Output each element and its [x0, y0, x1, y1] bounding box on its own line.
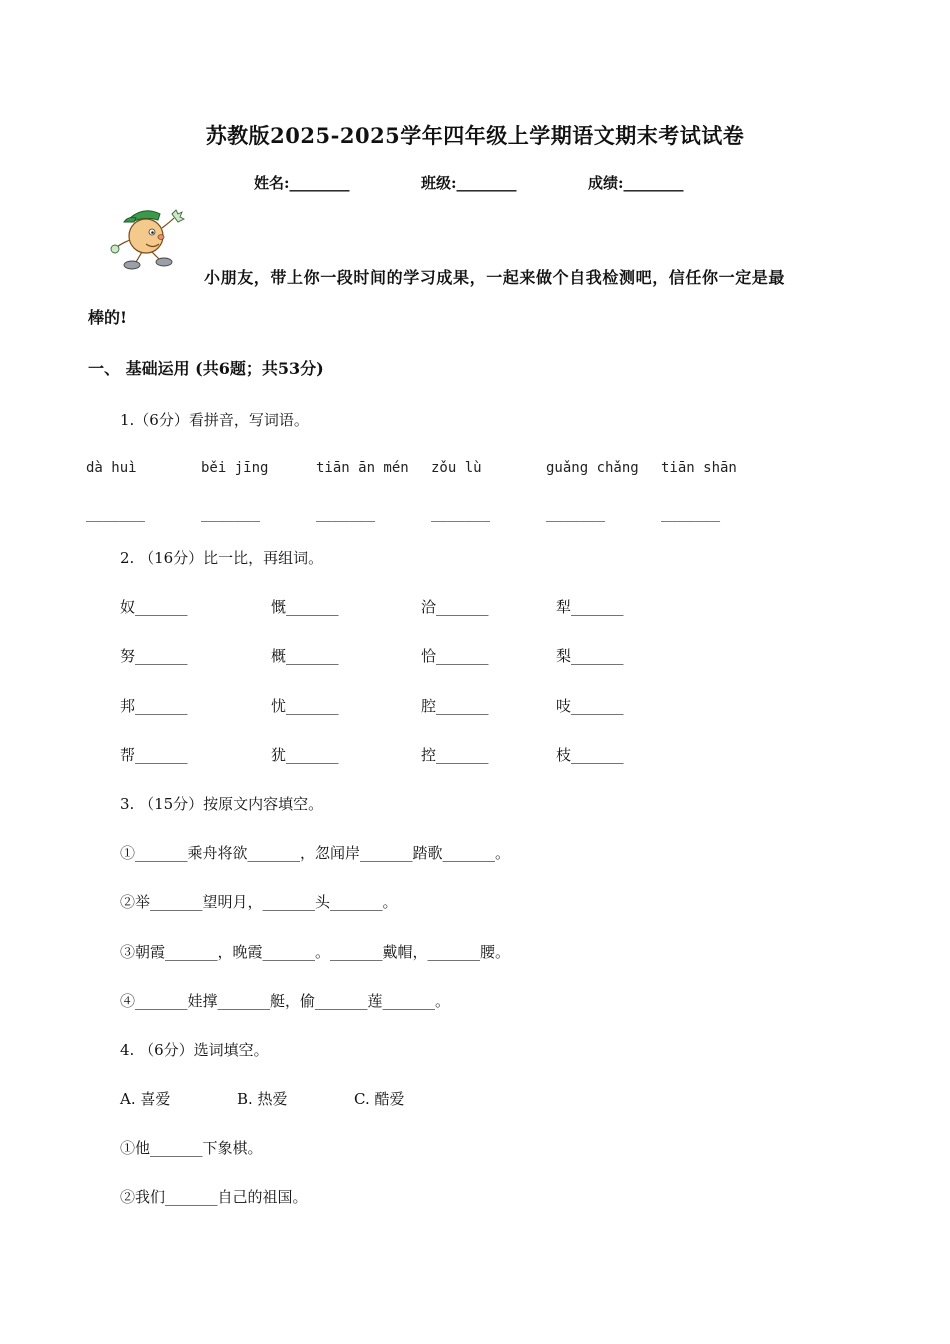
answer-blank: _______ — [431, 506, 491, 522]
pinyin-item: dà huì — [86, 460, 137, 476]
option-item: B. 热爱 — [237, 1090, 288, 1108]
question-2-prompt: 2. （16分）比一比，再组词。 — [120, 549, 324, 567]
fill-line: ①_______乘舟将欲_______，忽闻岸_______踏歌_______。 — [120, 844, 511, 862]
compare-item: 奴_______ — [120, 598, 188, 616]
fill-line: ③朝霞_______，晚霞_______。_______戴帽，_______腰。 — [120, 943, 511, 961]
pinyin-item: zǒu lù — [431, 460, 482, 476]
pinyin-item: tiān shān — [661, 460, 737, 476]
compare-item: 枝_______ — [556, 746, 624, 764]
cartoon-mascot-icon — [106, 204, 186, 272]
page-title: 苏教版2025-2025学年四年级上学期语文期末考试试卷 — [205, 123, 745, 148]
option-item: A. 喜爱 — [120, 1090, 171, 1108]
compare-item: 控_______ — [421, 746, 489, 764]
question-3-prompt: 3. （15分）按原文内容填空。 — [120, 795, 324, 813]
compare-item: 努_______ — [120, 647, 188, 665]
class-field: 班级:________ — [421, 174, 517, 192]
fill-line: ④_______娃撑_______艇，偷_______莲_______。 — [120, 992, 451, 1010]
pinyin-item: guǎng chǎng — [546, 460, 639, 476]
intro-text-line-1: 小朋友，带上你一段时间的学习成果，一起来做个自我检测吧，信任你一定是最 — [204, 268, 786, 287]
option-item: C. 酷爱 — [354, 1090, 405, 1108]
name-field: 姓名:________ — [254, 174, 350, 192]
fill-line: ①他_______下象棋。 — [120, 1139, 263, 1157]
answer-blank: _______ — [316, 506, 376, 522]
compare-item: 忧_______ — [271, 697, 339, 715]
compare-item: 帮_______ — [120, 746, 188, 764]
pinyin-item: tiān ān mén — [316, 460, 409, 476]
compare-item: 吱_______ — [556, 697, 624, 715]
compare-item: 慨_______ — [271, 598, 339, 616]
fill-line: ②我们_______自己的祖国。 — [120, 1188, 308, 1206]
section-heading: 一、 基础运用 (共6题；共53分) — [88, 359, 324, 378]
answer-blank: _______ — [546, 506, 606, 522]
compare-item: 腔_______ — [421, 697, 489, 715]
answer-blank: _______ — [201, 506, 261, 522]
answer-blank: _______ — [86, 506, 146, 522]
compare-item: 概_______ — [271, 647, 339, 665]
compare-item: 邦_______ — [120, 697, 188, 715]
intro-text-line-2: 棒的! — [88, 308, 128, 327]
compare-item: 梨_______ — [556, 647, 624, 665]
compare-item: 犹_______ — [271, 746, 339, 764]
question-4-prompt: 4. （6分）选词填空。 — [120, 1041, 269, 1059]
pinyin-item: běi jīng — [201, 460, 269, 476]
fill-line: ②举_______望明月，_______头_______。 — [120, 893, 398, 911]
question-1-prompt: 1.（6分）看拼音，写词语。 — [120, 411, 309, 429]
compare-item: 犁_______ — [556, 598, 624, 616]
compare-item: 恰_______ — [421, 647, 489, 665]
answer-blank: _______ — [661, 506, 721, 522]
score-field: 成绩:________ — [588, 174, 684, 192]
compare-item: 洽_______ — [421, 598, 489, 616]
